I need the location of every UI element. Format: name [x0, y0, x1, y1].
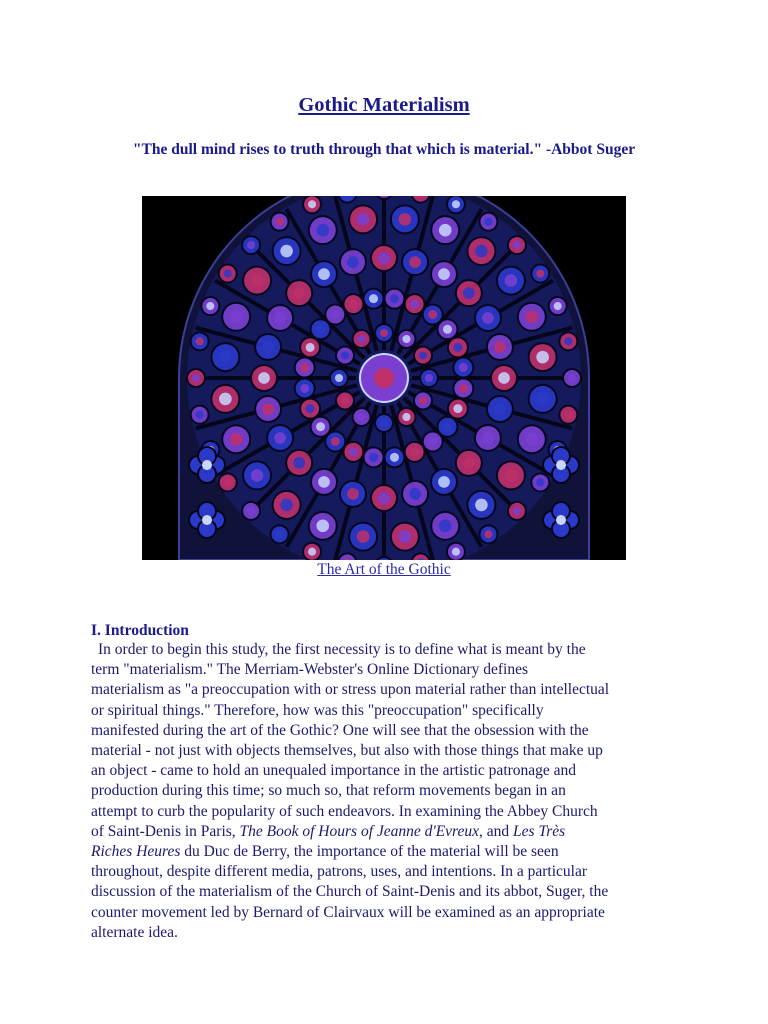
paragraph-line: [91, 701, 691, 721]
glass-roundel-center: [564, 411, 572, 419]
text-run: In order to begin this study, the first necessity is to define what is meant by the: [98, 641, 586, 658]
glass-roundel-center: [494, 341, 506, 353]
glass-roundel-center: [357, 530, 370, 543]
glass-roundel-center: [369, 453, 378, 462]
glass-roundel-center: [219, 351, 232, 364]
glass-roundel-center: [276, 530, 284, 538]
paragraph-line: [91, 882, 691, 902]
glass-roundel-center: [331, 310, 340, 319]
glass-roundel-center: [526, 433, 539, 446]
glass-roundel-center: [482, 312, 494, 324]
text-run: alternate idea.: [91, 923, 178, 941]
glass-roundel-center: [251, 469, 264, 482]
glass-roundel-center: [453, 343, 462, 352]
glass-roundel-center: [410, 300, 419, 309]
glass-roundel-center: [280, 499, 293, 512]
paragraph-line: [91, 822, 691, 842]
text-run: materialism as "a preoccupation with or stress upon material rather than intellectual: [91, 681, 610, 699]
glass-roundel-center: [274, 432, 286, 444]
glass-roundel-center: [443, 422, 452, 431]
glass-roundel-center: [258, 372, 270, 384]
glass-roundel-center: [443, 325, 452, 334]
glass-roundel-center: [219, 393, 232, 406]
epigraph-quote: "The dull mind rises to truth through that which is material." -Abbot Suger: [132, 141, 636, 158]
glass-roundel-center: [378, 492, 390, 504]
glass-roundel-center: [335, 374, 343, 382]
glass-roundel-center: [380, 329, 388, 337]
glass-roundel-center: [347, 488, 359, 500]
glass-roundel-center: [439, 520, 452, 533]
glass-roundel-center: [453, 404, 462, 413]
glass-roundel-center: [318, 476, 330, 488]
italic-title-text: Les Très: [513, 822, 566, 840]
text-run: term "materialism." The Merriam-Webster's Online Dictionary defines: [91, 661, 529, 679]
glass-roundel-center: [318, 268, 330, 280]
glass-roundel-center: [274, 312, 286, 324]
text-run: , and: [479, 822, 514, 840]
glass-roundel-center: [568, 374, 576, 382]
glass-roundel-center: [554, 302, 562, 310]
glass-roundel-center: [300, 363, 309, 372]
glass-roundel-center: [505, 274, 518, 287]
glass-roundel-center: [262, 341, 274, 353]
glass-roundel-center: [409, 256, 421, 268]
glass-roundel-center: [498, 372, 510, 384]
paragraph-line: [91, 741, 691, 761]
glass-roundel-center: [494, 403, 506, 415]
figure-caption-link[interactable]: The Art of the Gothic: [317, 561, 451, 578]
glass-roundel-center: [419, 351, 427, 359]
glass-roundel-center: [357, 213, 370, 226]
glass-roundel-center: [230, 433, 243, 446]
glass-roundel-center: [463, 457, 475, 469]
glass-roundel-center: [536, 393, 549, 406]
glass-roundel-center: [347, 256, 359, 268]
text-run: material - not just with objects themselves, but also with those things that make up: [91, 742, 603, 760]
paragraph-line: [91, 862, 691, 882]
glass-roundel-center: [378, 252, 390, 264]
glass-roundel-center: [425, 374, 433, 382]
glass-roundel-center: [316, 224, 329, 237]
text-run: attempt to curb the popularity of such endeavors. In examining the Abbey Church: [91, 802, 598, 820]
glass-roundel-center: [380, 419, 388, 427]
document-title: Gothic Materialism: [298, 94, 470, 116]
glass-roundel-center: [316, 325, 325, 334]
glass-roundel-center: [369, 294, 378, 303]
glass-roundel-center: [293, 457, 305, 469]
glass-roundel-center: [475, 245, 488, 258]
glass-roundel-center: [484, 218, 492, 226]
glass-roundel-center: [482, 432, 494, 444]
glass-roundel-center: [331, 437, 340, 446]
glass-roundel-center: [459, 363, 468, 372]
text-run: of Saint-Denis in Paris,: [91, 822, 240, 840]
glass-roundel-center: [316, 520, 329, 533]
glass-roundel-center: [409, 488, 421, 500]
central-medallion-core: [374, 368, 394, 388]
glass-roundel-center: [206, 302, 214, 310]
text-run: throughout, despite different media, patrons, uses, and intentions. In a particular: [91, 863, 588, 881]
glass-roundel-center: [438, 268, 450, 280]
glass-roundel-center: [300, 384, 309, 393]
glass-roundel-center: [308, 200, 316, 208]
glass-roundel-center: [224, 270, 232, 278]
glass-roundel-center: [459, 384, 468, 393]
glass-roundel-center: [357, 413, 365, 421]
section-heading: I. Introduction: [91, 622, 189, 639]
glass-roundel-center: [402, 335, 410, 343]
glass-roundel-center: [513, 241, 521, 249]
text-run: production during this time; so much so, that reform movements began in an: [91, 782, 566, 800]
glass-roundel-center: [293, 287, 305, 299]
corner-quatrefoil-center: [556, 515, 566, 525]
glass-roundel-center: [513, 507, 521, 515]
glass-roundel-center: [536, 351, 549, 364]
text-run: manifested during the art of the Gothic? One will see that the obsession with the: [91, 721, 589, 739]
glass-roundel-center: [196, 411, 204, 419]
glass-roundel-center: [439, 224, 452, 237]
corner-quatrefoil-center: [202, 515, 212, 525]
paragraph-line: [91, 781, 691, 801]
glass-roundel-center: [475, 499, 488, 512]
glass-roundel-center: [536, 270, 544, 278]
glass-roundel-center: [247, 241, 255, 249]
glass-roundel-center: [505, 469, 518, 482]
glass-roundel-center: [262, 403, 274, 415]
glass-roundel-center: [452, 200, 460, 208]
glass-roundel-center: [349, 300, 358, 309]
paragraph-line: [91, 903, 691, 923]
glass-roundel-center: [399, 213, 412, 226]
paragraph-line: [91, 923, 691, 943]
glass-roundel-center: [341, 396, 349, 404]
paragraph-line: [91, 660, 691, 680]
glass-roundel-center: [280, 245, 293, 258]
italic-title-text: Riches Heures: [91, 843, 181, 861]
paragraph-line: [91, 842, 691, 862]
glass-roundel-center: [308, 548, 316, 556]
glass-roundel-center: [357, 335, 365, 343]
paragraph-line: [91, 802, 691, 822]
paragraph-line: [91, 640, 691, 660]
paragraph-line: [91, 680, 691, 700]
glass-roundel-center: [390, 294, 399, 303]
text-run: or spiritual things." Therefore, how was this "preoccupation" specifically: [91, 701, 544, 719]
glass-roundel-center: [247, 507, 255, 515]
glass-roundel-center: [192, 374, 200, 382]
glass-roundel-center: [419, 396, 427, 404]
glass-roundel-center: [349, 447, 358, 456]
glass-roundel-center: [224, 478, 232, 486]
glass-roundel-center: [564, 337, 572, 345]
glass-roundel-center: [536, 478, 544, 486]
corner-quatrefoil-center: [556, 460, 566, 470]
glass-roundel-center: [276, 218, 284, 226]
text-run: du Duc de Berry, the importance of the material will be seen: [180, 843, 559, 861]
glass-roundel-center: [306, 343, 315, 352]
glass-roundel-center: [463, 287, 475, 299]
text-run: counter movement led by Bernard of Clairvaux will be examined as an appropriate: [91, 903, 605, 921]
paragraph-line: [91, 721, 691, 741]
text-run: an object - came to hold an unequaled importance in the artistic patronage and: [91, 762, 577, 780]
glass-roundel-center: [399, 530, 412, 543]
rose-window-image: [142, 196, 626, 560]
glass-roundel-center: [428, 437, 437, 446]
paragraph-line: [91, 761, 691, 781]
glass-roundel-center: [452, 548, 460, 556]
glass-roundel-center: [230, 310, 243, 323]
corner-quatrefoil-center: [202, 460, 212, 470]
glass-roundel-center: [196, 337, 204, 345]
glass-roundel-center: [251, 274, 264, 287]
glass-roundel-center: [428, 310, 437, 319]
text-run: discussion of the materialism of the Church of Saint-Denis and its abbot, Suger, the: [91, 883, 609, 901]
glass-roundel-center: [341, 351, 349, 359]
glass-roundel-center: [306, 404, 315, 413]
rose-window-graphic: [142, 196, 626, 560]
glass-roundel-center: [402, 413, 410, 421]
introduction-paragraph: [91, 640, 691, 943]
glass-roundel-center: [410, 447, 419, 456]
italic-title-text: The Book of Hours of Jeanne d'Evreux: [239, 822, 480, 840]
glass-roundel-center: [438, 476, 450, 488]
glass-roundel-center: [390, 453, 399, 462]
glass-roundel-center: [316, 422, 325, 431]
glass-roundel-center: [484, 530, 492, 538]
glass-roundel-center: [526, 310, 539, 323]
